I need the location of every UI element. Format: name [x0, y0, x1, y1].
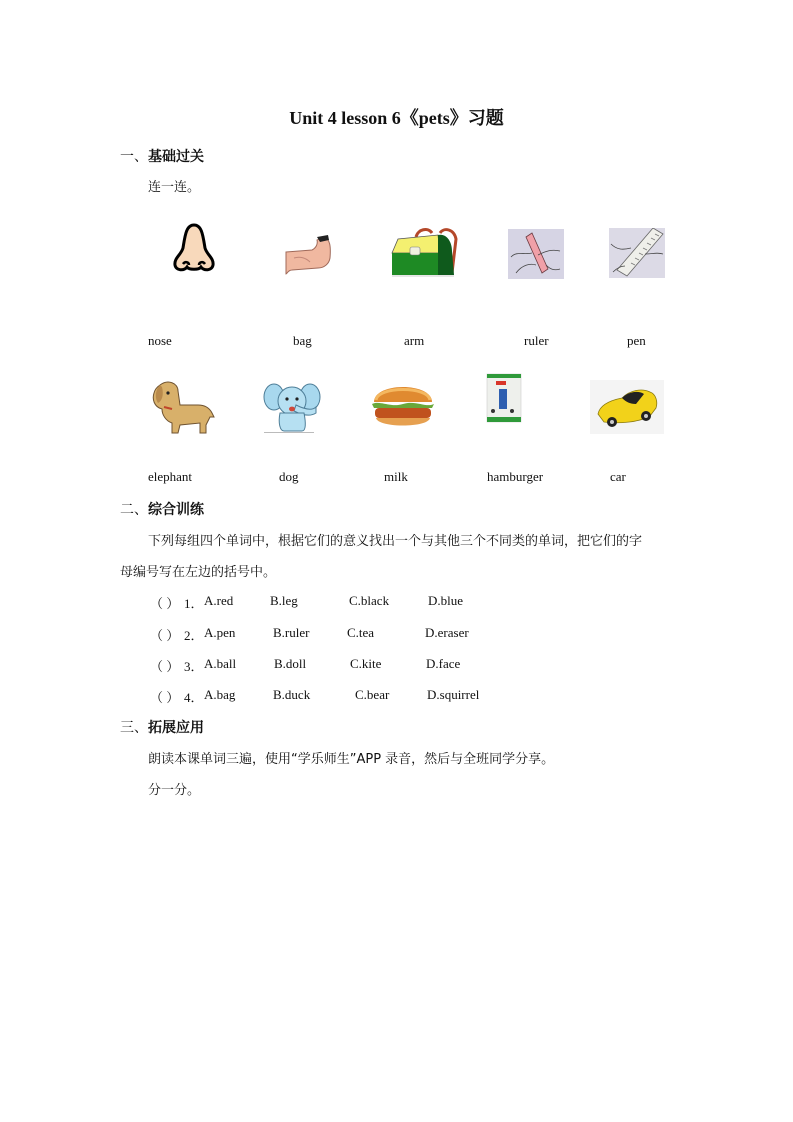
option-b: B.duck [273, 687, 311, 702]
section-1-instruction: 连一连。 [148, 180, 201, 195]
section-3-line-1: 朗读本课单词三遍，使用“学乐师生”APP 录音，然后与全班同学分享。 [148, 752, 555, 767]
question-number: 4． [184, 690, 204, 705]
page-title: Unit 4 lesson 6《pets》习题 [289, 108, 504, 128]
question-1 [150, 593, 550, 613]
option-c: C.bear [355, 687, 390, 702]
arm-picture [284, 234, 334, 276]
elephant-picture [262, 379, 324, 435]
question-4 [150, 687, 550, 707]
car-picture [590, 380, 664, 434]
option-a: A.pen [204, 625, 236, 640]
section-2-title: 综合训练 [148, 502, 204, 518]
ruler-picture [609, 228, 665, 278]
option-d: D.face [426, 656, 461, 671]
section-3-line-2: 分一分。 [148, 783, 201, 798]
word-car: car [610, 469, 626, 484]
question-number: 3． [184, 659, 204, 674]
option-c: C.tea [347, 625, 375, 640]
question-2 [150, 625, 550, 645]
section-3-title: 拓展应用 [148, 720, 204, 736]
option-c: C.kite [350, 656, 382, 671]
word-pen: pen [627, 333, 646, 348]
option-a: A.ball [204, 656, 237, 671]
word-ruler: ruler [524, 333, 549, 348]
question-number: 1． [184, 596, 204, 611]
option-d: D.squirrel [427, 687, 480, 702]
section-2-number: 二、 [120, 502, 148, 518]
section-2-instruction-line-2: 母编号写在左边的括号中。 [120, 565, 277, 580]
option-d: D.blue [428, 593, 464, 608]
section-3-heading [120, 717, 204, 737]
section-2-instruction-line-1: 下列每组四个单词中，根据它们的意义找出一个与其他三个不同类的单词，把它们的字 [148, 534, 643, 549]
answer-blank[interactable]: （ ） [150, 596, 180, 611]
word-milk: milk [384, 469, 408, 484]
answer-blank[interactable]: （ ） [150, 628, 180, 643]
option-b: B.doll [274, 656, 307, 671]
section-1-number: 一、 [120, 149, 148, 165]
option-a: A.bag [204, 687, 236, 702]
milk-picture [486, 373, 522, 423]
word-elephant: elephant [148, 469, 193, 484]
section-2-heading [120, 499, 204, 519]
section-1-title: 基础过关 [148, 149, 204, 165]
question-number: 2． [184, 628, 204, 643]
answer-blank[interactable]: （ ） [150, 659, 180, 674]
section-3-number: 三、 [120, 720, 148, 736]
word-dog: dog [279, 469, 299, 484]
option-b: B.leg [270, 593, 298, 608]
section-1-heading [120, 146, 204, 166]
nose-picture [170, 222, 218, 274]
option-d: D.eraser [425, 625, 469, 640]
question-3 [150, 656, 550, 676]
hamburger-picture [370, 376, 436, 432]
option-a: A.red [204, 593, 234, 608]
word-bag: bag [293, 333, 312, 348]
bag-picture [388, 227, 460, 279]
word-hamburger: hamburger [487, 469, 544, 484]
dog-picture [150, 379, 216, 437]
option-b: B.ruler [273, 625, 310, 640]
pen-picture [508, 229, 564, 279]
word-arm: arm [404, 333, 425, 348]
answer-blank[interactable]: （ ） [150, 690, 180, 705]
word-nose: nose [148, 333, 172, 348]
option-c: C.black [349, 593, 390, 608]
